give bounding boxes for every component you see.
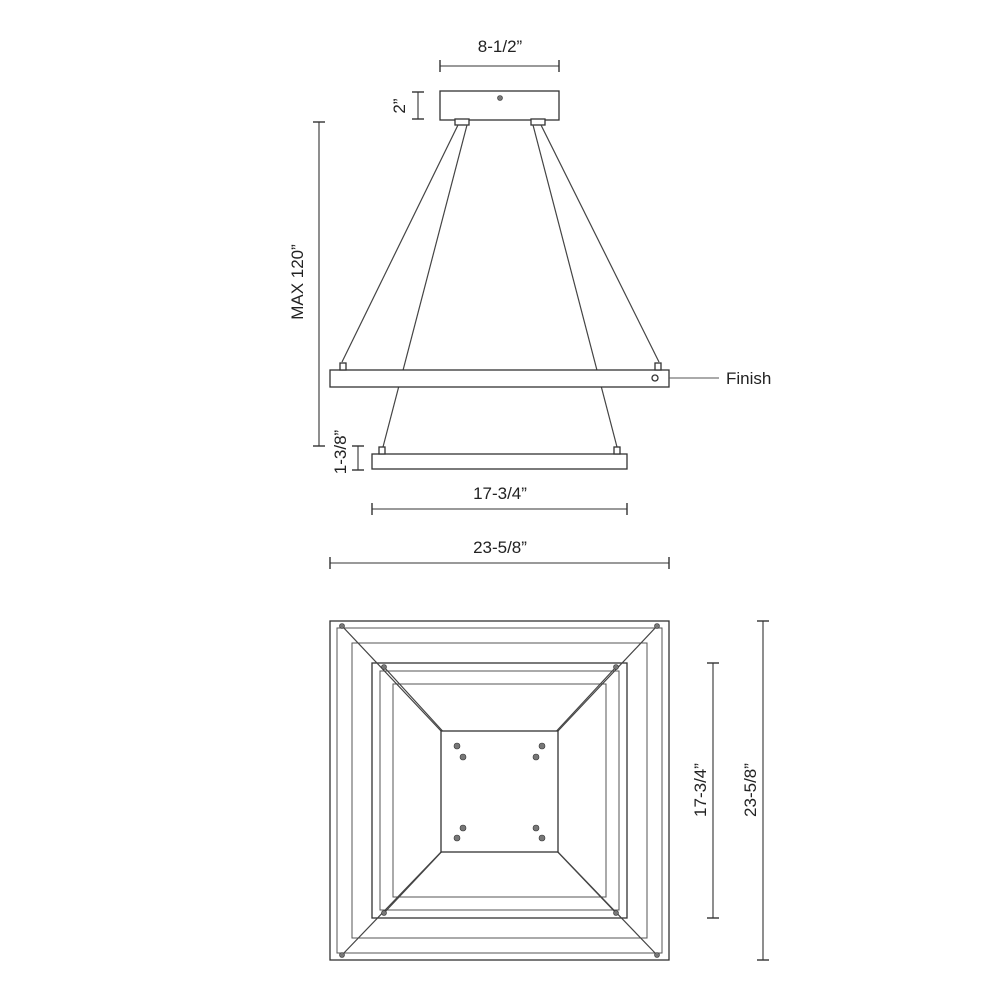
finish-marker bbox=[652, 375, 658, 381]
canopy-width-label: 8-1/2” bbox=[477, 37, 523, 56]
ring-height-dimension bbox=[331, 429, 364, 474]
ring-height-label: 1-3/8” bbox=[331, 429, 350, 475]
top-inner-width-label: 17-3/4” bbox=[691, 763, 710, 817]
suspension-cables bbox=[342, 125, 659, 447]
canopy-height-label: 2” bbox=[390, 98, 409, 114]
outer-ring-side bbox=[330, 363, 771, 388]
top-view bbox=[330, 621, 769, 960]
inner-width-dimension bbox=[372, 484, 627, 515]
finish-label: Finish bbox=[726, 369, 772, 388]
canopy-height-dimension bbox=[390, 92, 424, 119]
canopy-plate-top bbox=[441, 731, 558, 852]
inner-width-label: 17-3/4” bbox=[473, 484, 527, 503]
canopy-cable-grip-right bbox=[531, 119, 545, 125]
top-outer-width-label: 23-5/8” bbox=[741, 763, 760, 817]
canopy-cable-grip-left bbox=[455, 119, 469, 125]
side-view bbox=[288, 37, 771, 569]
top-inner-width-dimension bbox=[691, 663, 719, 918]
canopy-screw bbox=[498, 96, 503, 101]
max-height-label: MAX 120” bbox=[288, 244, 307, 320]
top-outer-width-dimension bbox=[741, 621, 769, 960]
inner-ring-side bbox=[372, 447, 627, 469]
outer-width-label: 23-5/8” bbox=[473, 538, 527, 557]
outer-width-dimension bbox=[330, 538, 669, 569]
max-height-dimension bbox=[288, 122, 325, 446]
canopy-width-dimension bbox=[440, 37, 559, 72]
